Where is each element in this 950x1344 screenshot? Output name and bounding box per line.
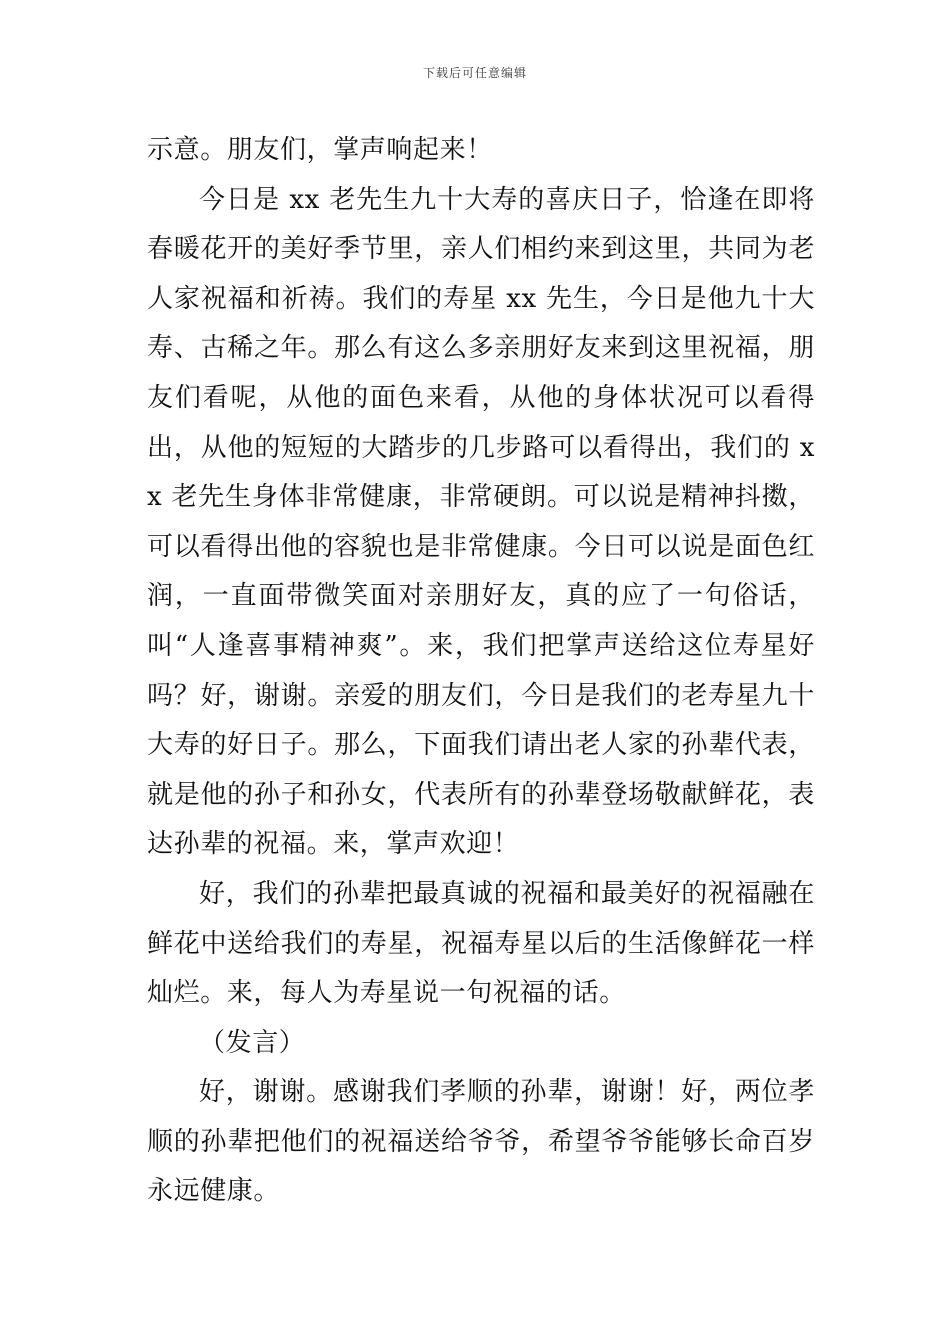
paragraph-grandchildren-flowers: 好，我们的孙辈把最真诚的祝福和最美好的祝福融在鲜花中送给我们的寿星，祝福寿星以后的生活像鲜花一样灿烂。来，每人为寿星说一句祝福的话。 (147, 878, 815, 1009)
paragraph-continuation: 示意。朋友们，掌声响起来！ (147, 135, 493, 165)
paragraph-birthday-intro: 今日是 xx 老先生九十大寿的喜庆日子，恰逢在即将春暖花开的美好季节里，亲人们相约来到这里，共同为老人家祝福和祈祷。我们的寿星 xx 先生，今日是他九十大寿、古稀之年。那么有这么多亲朋好友来到这里祝福，朋友们看呢，从他的面色来看，从他的身体状况可以看得出，从他的短短的大踏步的几步路可以看得出，我们的 xx 老先生身体非常健康，非常硬朗。可以说是精神抖擞，可以看得出他的容貌也是非常健康。今日可以说是面色红润，一直面带微笑面对亲朋好友，真的应了一句俗话，叫“人逢喜事精神爽”。来，我们把掌声送给这位寿星好吗？好，谢谢。亲爱的朋友们，今日是我们的老寿星九十大寿的好日子。那么，下面我们请出老人家的孙辈代表，就是他的孙子和孙女，代表所有的孙辈登场敬献鲜花，表达孙辈的祝福。来，掌声欢迎！ (147, 184, 815, 860)
document-body (147, 126, 815, 1217)
paragraph-thanks: 好，谢谢。感谢我们孝顺的孙辈，谢谢！好，两位孝顺的孙辈把他们的祝福送给爷爷，希望爷爷能够长命百岁永远健康。 (147, 1077, 815, 1207)
paragraph-speech-note: （发言） (199, 1027, 306, 1058)
page-header-note: 下载后可任意编辑 (422, 66, 527, 80)
